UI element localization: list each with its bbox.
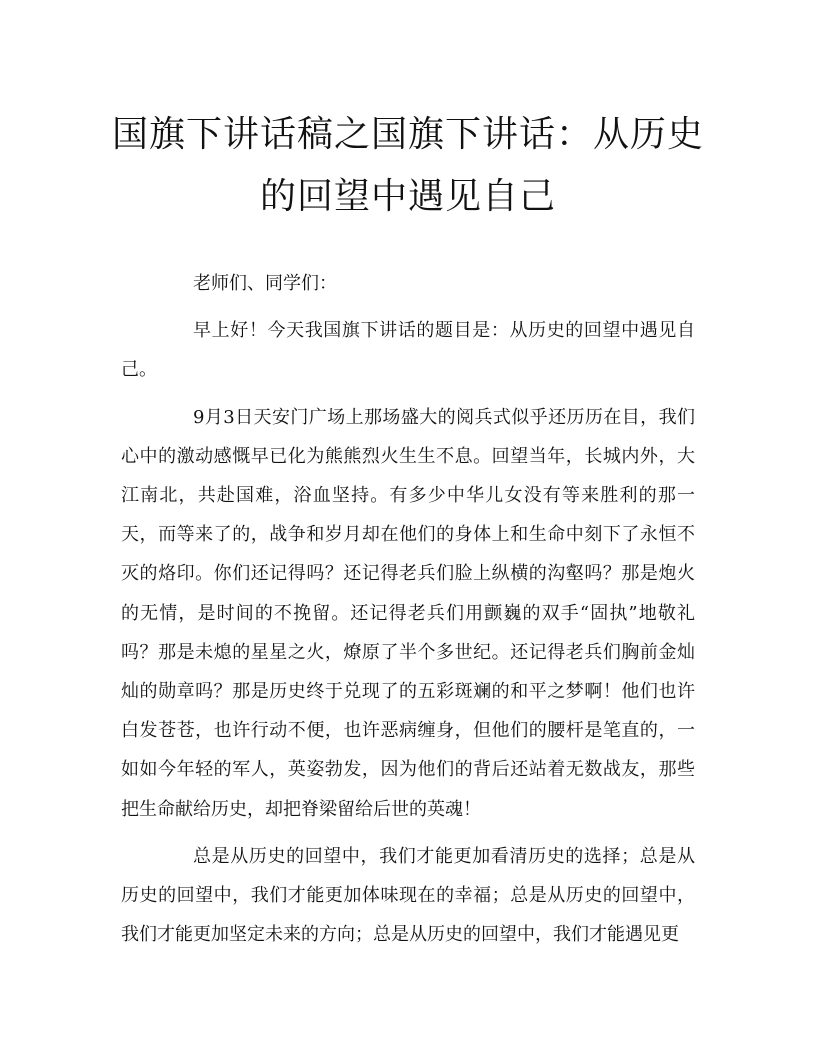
document-title: 国旗下讲话稿之国旗下讲话：从历史的回望中遇见自己	[111, 114, 704, 217]
paragraph-greeting: 早上好！今天我国旗下讲话的题目是：从历史的回望中遇见自己。	[121, 320, 695, 381]
document-body	[121, 264, 695, 954]
paragraph-history-lookback: 总是从历史的回望中，我们才能更加看清历史的选择；总是从历史的回望中，我们才能更加体味现在的幸福；总是从历史的回望中，我们才能更加坚定未来的方向；总是从历史的回望中，我们才能遇见更	[121, 845, 695, 946]
salutation: 老师们、同学们：	[193, 273, 337, 294]
paragraph-parade-memory: 9月3日天安门广场上那场盛大的阅兵式似乎还历历在目，我们心中的激动感慨早已化为熊熊烈火生生不息。回望当年，长城内外，大江南北，共赴国难，浴血坚持。有多少中华儿女没有等来胜利的那一天，而等来了的，战争和岁月却在他们的身体上和生命中刻下了永恒不灭的烙印。你们还记得吗？还记得老兵们脸上纵横的沟壑吗？那是炮火的无情，是时间的不挽留。还记得老兵们用颤巍的双手“固执”地敬礼吗？那是未熄的星星之火，燎原了半个多世纪。还记得老兵们胸前金灿灿的勋章吗？那是历史终于兑现了的五彩斑斓的和平之梦啊！他们也许白发苍苍，也许行动不便，也许恶病缠身，但他们的腰杆是笔直的，一如如今年轻的军人，英姿勃发，因为他们的背后还站着无数战友，那些把生命献给历史，却把脊梁留给后世的英魂！	[121, 406, 695, 820]
